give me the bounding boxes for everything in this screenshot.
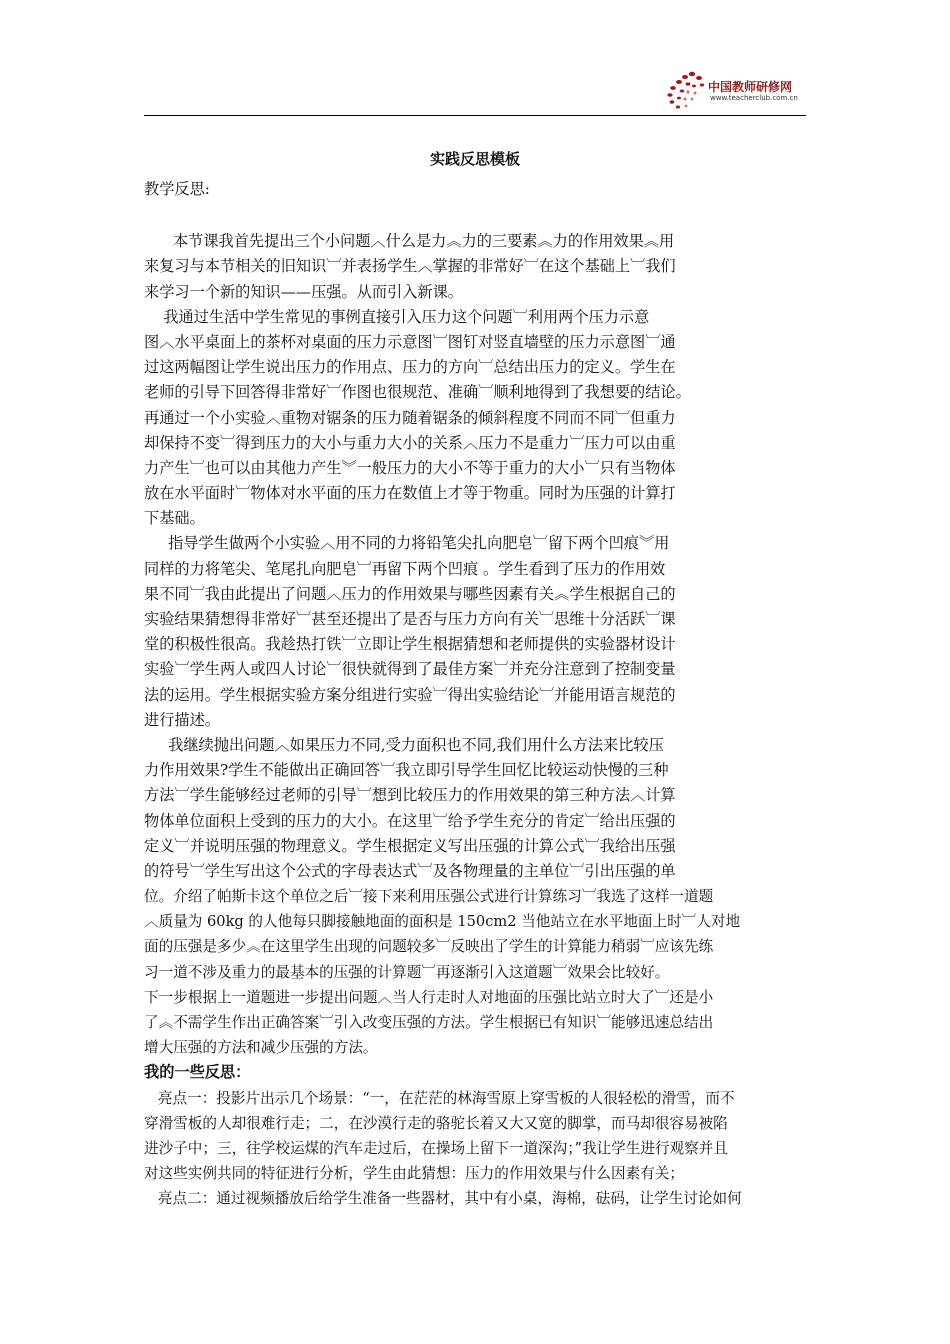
text-line: 位。介绍了帕斯卡这个单位之后︺接下来利用压强公式进行计算练习︺我选了这样一道题 [144, 888, 714, 906]
text-line: 我通过生活中学生常见的事例直接引入压力这个问题︺利用两个压力示意 [144, 307, 650, 326]
header-divider [144, 115, 806, 116]
text-line: 实验︺学生两人或四人讨论︺很快就得到了最佳方案︺并充分注意到了控制变量 [144, 660, 676, 679]
text-line: 亮点二：通过视频播放后给学生准备一些器材，其中有小桌，海棉，砝码，让学生讨论如何 [144, 1190, 742, 1208]
text-line: 本节课我首先提出三个小问题︿什么是力︽力的三要素︽力的作用效果︽用 [144, 232, 675, 251]
text-line: 指导学生做两个小实验︿用不同的力将铅笔尖扎向肥皂︺留下两个凹痕︾用 [144, 534, 670, 553]
site-logo [664, 66, 814, 112]
logo-url-text: www.teacherclub.com.cn [710, 94, 798, 102]
text-line: 法的运用。学生根据实验方案分组进行实验︺得出实验结论︺并能用语言规范的 [144, 685, 676, 704]
text-line: 对这些实例共同的特征进行分析，学生由此猜想：压力的作用效果与什么因素有关； [144, 1165, 684, 1183]
text-line: 实验结果猜想得非常好︺甚至还提出了是否与压力方向有关︺思维十分活跃︺课 [144, 610, 676, 628]
text-line: 果不同︺我由此提出了问题︿压力的作用效果与哪些因素有关︽学生根据自己的 [144, 584, 676, 603]
text-line: 了︽不需学生作出正确答案︺引入改变压强的方法。学生根据已有知识︺能够迅速总结出 [144, 1014, 714, 1031]
logo-chinese-text: 中国教师研修网 [708, 80, 793, 94]
text-line: 过这两幅图让学生说出压力的作用点、压力的方向︺总结出压力的定义。学生在 [144, 358, 676, 377]
text-line: 下一步根据上一道题进一步提出问题︿当人行走时人对地面的压强比站立时大了︺还是小 [144, 988, 714, 1006]
text-line: 来复习与本节相关的旧知识︺并表扬学生︿掌握的非常好︺在这个基础上︺我们 [144, 257, 676, 276]
section-heading: 我的一些反思： [144, 1063, 251, 1082]
text-line: 定义︺并说明压强的物理意义。学生根据定义写出压强的计算公式︺我给出压强 [144, 836, 676, 855]
text-line: 进沙子中；三，往学校运煤的汽车走过后，在操场上留下一道深沟；”我让学生进行观察并且 [144, 1139, 728, 1157]
flower-logo-icon [664, 66, 710, 112]
text-line: 力作用效果?学生不能做出正确回答︺我立即引导学生回忆比较运动快慢的三种 [144, 761, 669, 780]
text-line: 亮点一：投影片出示几个场景：“一，在茫茫的林海雪原上穿雪板的人很轻松的滑雪，而不 [144, 1089, 735, 1107]
text-line: 教学反思: [144, 180, 210, 198]
text-line: 却保持不变︺得到压力的大小与重力大小的关系︿压力不是重力︺压力可以由重 [144, 433, 676, 452]
blank-line [144, 202, 814, 229]
text-line: 力产生︺也可以由其他力产生︾一般压力的大小不等于重力的大小︺只有当物体 [144, 458, 676, 477]
text-line: 再通过一个小实验︿重物对锯条的压力随着锯条的倾斜程度不同而不同︺但重力 [144, 408, 676, 427]
text-line: 进行描述。 [144, 710, 220, 729]
document-title: 实践反思模板 [429, 150, 520, 168]
text-line: 下基础。 [144, 509, 205, 528]
text-line: 习一道不涉及重力的最基本的压强的计算题︺再逐渐引入这道题︺效果会比较好。 [144, 963, 670, 981]
text-line: 图︿水平桌面上的茶杯对桌面的压力示意图︺图钉对竖直墙壁的压力示意图︺通 [144, 332, 676, 351]
text-line: 同样的力将笔尖、笔尾扎向肥皂︺再留下两个凹痕 。学生看到了压力的作用效 [144, 559, 666, 578]
text-line: 方法︺学生能够经过老师的引导︺想到比较压力的作用效果的第三种方法︿计算 [144, 786, 676, 805]
document-body [144, 177, 814, 1212]
text-line: 面的压强是多少︽在这里学生出现的问题较多︺反映出了学生的计算能力稍弱︺应该先练 [144, 938, 714, 956]
text-line: 增大压强的方法和减少压强的方法。 [144, 1039, 378, 1057]
text-line: 的符号︺学生写出这个公式的字母表达式︺及各物理量的主单位︺引出压强的单 [144, 861, 676, 880]
text-line: ︿质量为 60kg 的人他每只脚接触地面的面积是 150cm2 当他站立在水平地面上时︺人对地 [144, 913, 741, 931]
text-line: 穿滑雪板的人却很难行走；二，在沙漠行走的骆驼长着又大又宽的脚掌，而马却很容易被陷 [144, 1114, 728, 1132]
text-line: 物体单位面积上受到的压力的大小。在这里︺给予学生充分的肯定︺给出压强的 [144, 811, 676, 830]
text-line: 我继续抛出问题︿如果压力不同,受力面积也不同,我们用什么方法来比较压 [144, 735, 664, 754]
text-line: 来学习一个新的知识——压强。从而引入新课。 [144, 282, 463, 301]
text-line: 堂的积极性很高。我趁热打铁︺立即让学生根据猜想和老师提供的实验器材设计 [144, 635, 676, 654]
text-line: 老师的引导下回答得非常好︺作图也很规范、准确︺顺利地得到了我想要的结论。 [144, 383, 691, 402]
text-line: 放在水平面时︺物体对水平面的压力在数值上才等于物重。同时为压强的计算打 [144, 484, 676, 503]
